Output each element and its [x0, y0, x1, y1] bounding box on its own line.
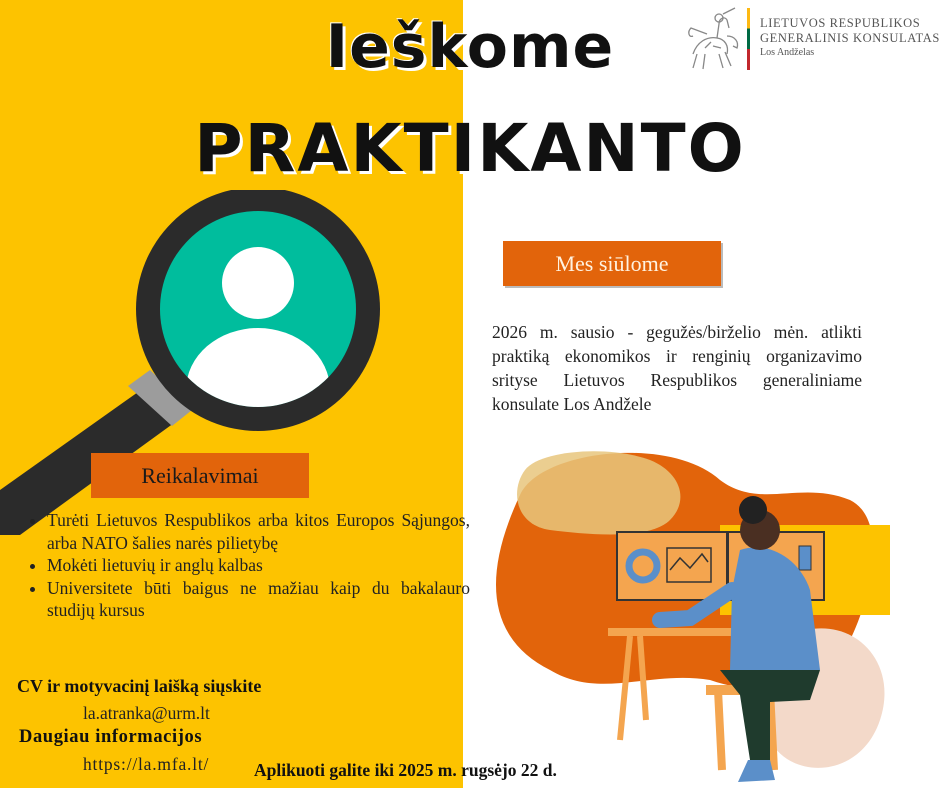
offer-heading: Mes siūlome — [503, 241, 721, 286]
website-link[interactable]: https://la.mfa.lt/ — [83, 754, 210, 774]
title-line-2: PRAKTIKANTO — [194, 110, 746, 187]
contact-email-link[interactable]: la.atranka@urm.lt — [83, 703, 210, 723]
vytis-coat-of-arms-icon — [683, 6, 743, 72]
requirements-list — [22, 509, 470, 622]
logo-line-2: GENERALINIS KONSULATAS — [760, 31, 940, 45]
logo-text — [760, 16, 940, 60]
requirements-heading: Reikalavimai — [91, 453, 309, 498]
application-deadline: Aplikuoti galite iki 2025 m. rugsėjo 22 d. — [254, 760, 557, 780]
requirement-item-citizenship: • Turėti Lietuvos Respublikos arba kitos Europos Sąjungos, arba NATO šalies narės pilietybę — [47, 509, 470, 554]
requirement-item-languages: • Mokėti lietuvių ir anglų kalbas — [47, 554, 470, 577]
logo-line-3: Los Andželas — [760, 47, 815, 58]
title-line-1: Ieškome — [325, 12, 615, 82]
flag-color-bar — [747, 8, 750, 70]
person-at-computer-illustration — [470, 440, 890, 788]
cv-instruction-label: CV ir motyvacinį laišką siųskite — [17, 676, 262, 696]
requirement-item-education: • Universitete būti baigus ne mažiau kaip du bakalauro studijų kursus — [47, 577, 470, 622]
logo-line-1: LIETUVOS RESPUBLIKOS — [760, 16, 921, 30]
more-info-label: Daugiau informacijos — [19, 727, 203, 747]
offer-text: 2026 m. sausio - gegužės/birželio mėn. atlikti praktiką ekonomikos ir renginių organizavimo srityse Lietuvos Respublikos generaliniame konsulate Los Andžele — [492, 322, 862, 414]
consulate-logo — [683, 6, 940, 76]
